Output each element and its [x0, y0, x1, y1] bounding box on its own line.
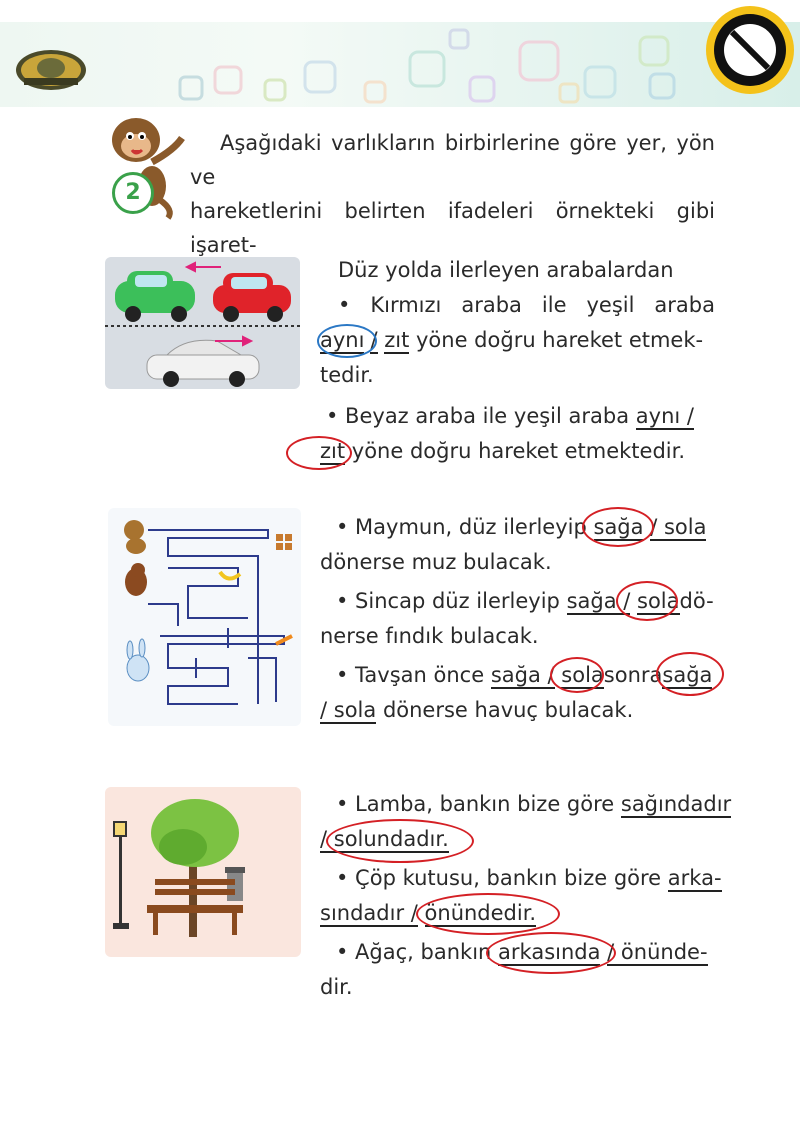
option-zit[interactable]: zıt [384, 328, 410, 352]
abbyy-watermark-seal-icon[interactable] [704, 4, 796, 96]
option-ayni[interactable]: aynı [320, 328, 365, 352]
option-arkasinda[interactable]: arkasında [498, 940, 601, 964]
option-sola[interactable]: sola [561, 663, 604, 687]
statement-line: nerse fındık bulacak. [320, 624, 539, 648]
answer-circle-red [286, 436, 352, 470]
option-arkasindadir[interactable]: arka- [667, 866, 722, 890]
exercise-number: 2 [112, 172, 154, 214]
option-sola[interactable]: / sola [320, 698, 377, 722]
statement-line [320, 399, 715, 434]
street-lamp-icon [113, 821, 129, 929]
option-arkasindadir[interactable]: sındadır / [320, 901, 418, 925]
statement-line: tedir. [320, 363, 374, 387]
section-heading: Düz yolda ilerleyen arabalardan [338, 258, 674, 282]
section-cars-text [320, 253, 715, 469]
option-sola[interactable]: sola [637, 589, 680, 613]
rabbit-icon [127, 639, 149, 681]
instruction-line: hareketlerini belirten ifadeleri örnekteki gibi işaret- [190, 199, 715, 257]
section-park-text [320, 787, 732, 1005]
statement-line [320, 822, 715, 857]
statement-line [320, 693, 715, 728]
statement-line [320, 510, 715, 545]
word: Kırmızı [370, 293, 442, 317]
statement-line [320, 896, 715, 931]
option-sagindadir[interactable]: sağındadır [620, 792, 732, 816]
red-car-icon [213, 273, 291, 322]
statement-line [320, 288, 715, 323]
option-onunde[interactable]: / önünde- [607, 940, 708, 964]
statement-line: dir. [320, 975, 353, 999]
option-separator: / [370, 328, 378, 352]
statement-text: • Tavşan önce [336, 663, 485, 687]
maze-illustration [108, 508, 301, 726]
statement-text: • Beyaz araba ile yeşil araba [326, 404, 630, 428]
statement-line [320, 861, 722, 896]
word: yeşil [586, 293, 635, 317]
statement-text: • Çöp kutusu, bankın bize göre [336, 866, 662, 890]
squirrel-icon [125, 563, 147, 596]
maze-walls-icon [148, 530, 284, 704]
cars-illustration [105, 257, 300, 389]
option-saga[interactable]: sağa [662, 663, 713, 687]
answer-circle-blue [317, 324, 377, 358]
statement-text: • Lamba, bankın bize göre [336, 792, 615, 816]
statement-text: dönerse havuç bulacak. [382, 698, 634, 722]
option-saga[interactable]: sağa / [490, 663, 555, 687]
word: araba [461, 293, 522, 317]
statement-text: • Ağaç, bankın [336, 940, 492, 964]
statement-line [320, 434, 715, 469]
option-onundedir[interactable]: önündedir. [424, 901, 537, 925]
decorative-squares [0, 22, 800, 107]
statement-text: yöne doğru hareket etmek- [416, 328, 704, 352]
instruction-line: Aşağıdaki varlıkların birbirlerine göre yer, yön ve [190, 131, 715, 189]
statement-line [320, 323, 715, 358]
nuts-icon [276, 534, 292, 550]
option-sola[interactable]: / sola [650, 515, 707, 539]
section-maze-text [320, 510, 715, 728]
emblem-logo-icon [14, 46, 88, 92]
statement-text: • Sincap düz ilerleyip [336, 589, 560, 613]
header-banner [0, 22, 800, 107]
word: ile [541, 293, 567, 317]
statement-line: dönerse muz bulacak. [320, 550, 552, 574]
answer-circle-red [656, 652, 724, 696]
green-car-icon [115, 271, 195, 322]
statement-line [320, 584, 715, 619]
option-saga[interactable]: sağa / [566, 589, 631, 613]
statement-text: • Maymun, düz ilerleyip [336, 515, 587, 539]
answer-circle-red [550, 657, 604, 693]
statement-text: yöne doğru hareket etmektedir. [351, 439, 685, 463]
option-zit[interactable]: zıt [320, 439, 346, 463]
statement-text: dö- [679, 589, 714, 613]
answer-circle-red [486, 932, 616, 974]
answer-circle-red [416, 893, 560, 935]
statement-text: sonra [603, 663, 663, 687]
option-solundadir[interactable]: / solundadır. [320, 827, 449, 851]
white-car-icon [147, 340, 259, 387]
answer-circle-red [326, 819, 474, 863]
option-ayni[interactable]: aynı / [635, 404, 694, 428]
monkey-icon [124, 520, 146, 554]
option-saga[interactable]: sağa [593, 515, 644, 539]
bullet: • [338, 293, 351, 317]
statement-line [320, 658, 715, 693]
answer-circle-red [616, 581, 678, 621]
answer-circle-red [582, 507, 654, 547]
statement-line [320, 787, 732, 822]
park-bench-illustration [105, 787, 301, 957]
word: araba [654, 293, 715, 317]
statement-line [320, 935, 715, 970]
